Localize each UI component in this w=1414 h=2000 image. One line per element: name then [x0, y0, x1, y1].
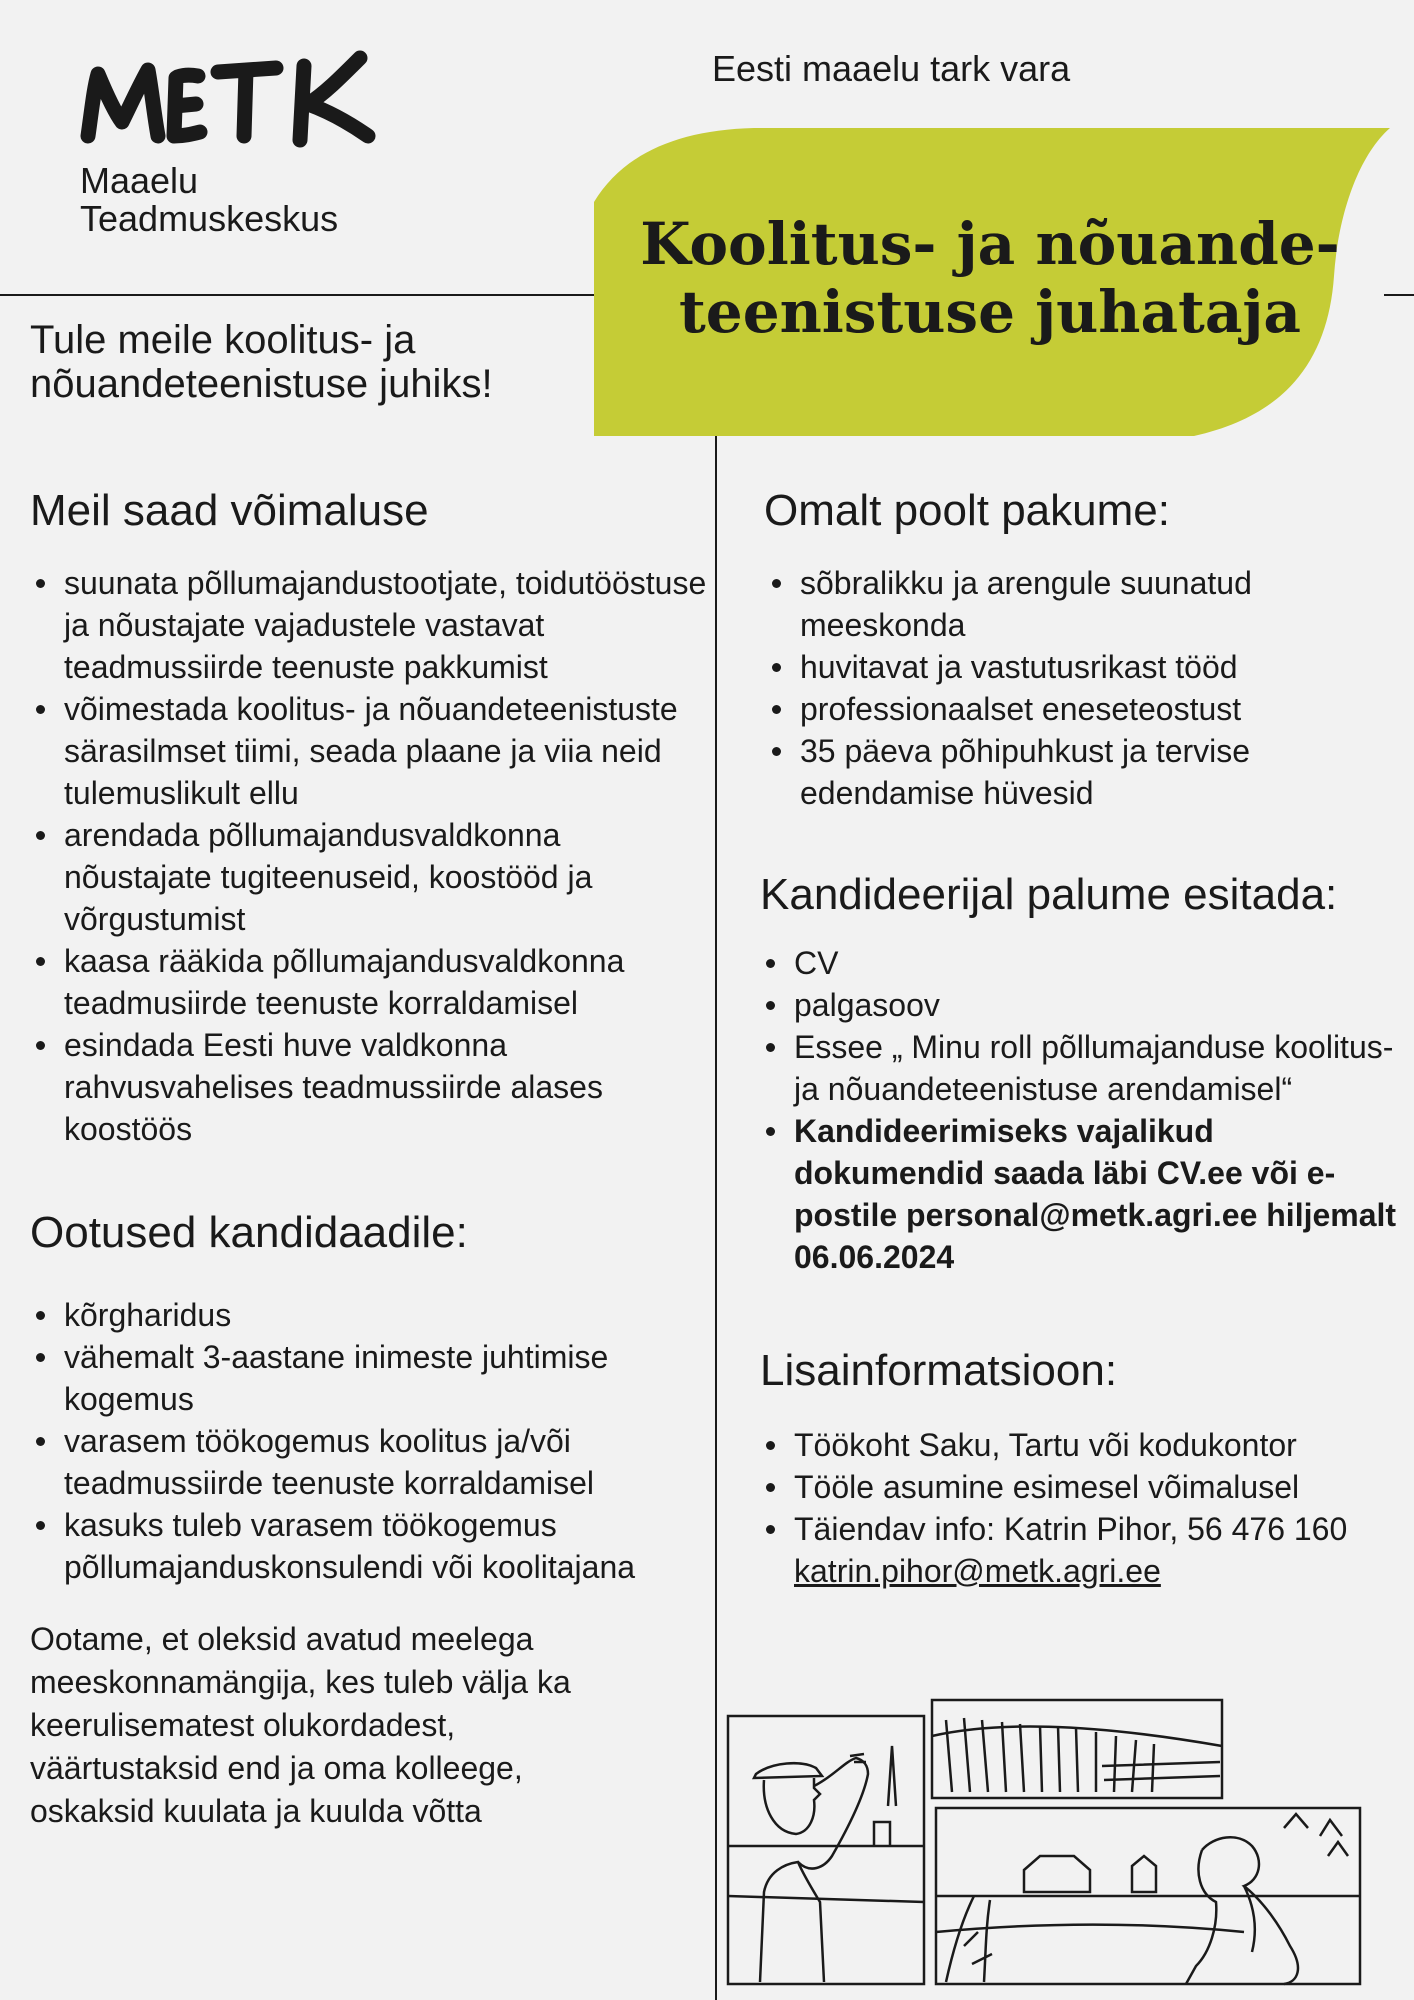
list-item: professionaalset eneseteostust	[800, 688, 1400, 730]
job-title	[640, 210, 1340, 346]
logo-subtitle	[80, 162, 338, 238]
list-item: kaasa rääkida põllumajandusvaldkonna teadmusiirde teenuste korraldamisel	[64, 940, 710, 1024]
list-item: palgasoov	[794, 984, 1400, 1026]
list-item	[794, 1508, 1400, 1592]
column-divider	[715, 436, 717, 2000]
list-item: Essee „ Minu roll põllumajanduse koolitus- ja nõuandeteenistuse arendamisel“	[794, 1026, 1400, 1110]
list-item: Tööle asumine esimesel võimalusel	[794, 1466, 1400, 1508]
metk-logo	[78, 48, 388, 158]
list-item: CV	[794, 942, 1400, 984]
list-item: kõrgharidus	[64, 1294, 710, 1336]
section-heading-opportunities: Meil saad võimaluse	[30, 486, 429, 535]
right-column	[760, 486, 1400, 1592]
list-item: suunata põllumajandustootjate, toidutööstuse ja nõustajate vajadustele vastavat teadmussiirde teenuste pakkumist	[64, 562, 710, 688]
section-heading-offer: Omalt poolt pakume:	[764, 486, 1170, 535]
section-heading-info: Lisainformatsioon:	[760, 1346, 1118, 1395]
intro-line1: Tule meile koolitus- ja	[30, 318, 416, 362]
opportunities-list	[30, 562, 710, 1150]
list-item: võimestada koolitus- ja nõuandeteenistuste särasilmset tiimi, seada plaane ja viia neid tulemuslikult ellu	[64, 688, 710, 814]
intro-text	[30, 318, 590, 406]
section-heading-expectations: Ootused kandidaadile:	[30, 1208, 468, 1257]
list-item: esindada Eesti huve valdkonna rahvusvahelises teadmussiirde alases koostöös	[64, 1024, 710, 1150]
list-item: varasem töökogemus koolitus ja/või teadmussiirde teenuste korraldamisel	[64, 1420, 710, 1504]
list-item: huvitavat ja vastutusrikast tööd	[800, 646, 1400, 688]
contact-email-link[interactable]: katrin.pihor@metk.agri.ee	[794, 1553, 1161, 1589]
info-list	[760, 1424, 1400, 1592]
logo-subtitle-line2: Teadmuskeskus	[80, 198, 339, 239]
header-divider-left	[0, 294, 596, 296]
list-item: sõbralikku ja arengule suunatud meeskonda	[800, 562, 1400, 646]
expectations-list	[30, 1294, 710, 1588]
apply-list	[760, 942, 1400, 1278]
section-heading-apply: Kandideerijal palume esitada:	[760, 870, 1338, 919]
offer-list	[760, 562, 1400, 814]
tagline: Eesti maaelu tark vara	[712, 48, 1071, 89]
closing-paragraph: Ootame, et oleksid avatud meelega meeskonnamängija, kes tuleb välja ka keerulisematest olukordadest, väärtustaksid end ja oma kolleege, oskaksid kuulata ja kuulda võtta	[30, 1621, 571, 1829]
logo-subtitle-line1: Maaelu	[80, 160, 199, 201]
job-title-line2: teenistuse juhataja	[679, 278, 1301, 346]
contact-info: Täiendav info: Katrin Pihor, 56 476 160	[794, 1511, 1348, 1547]
list-item: arendada põllumajandusvaldkonna nõustajate tugiteenuseid, koostööd ja võrgustumist	[64, 814, 710, 940]
list-item: 35 päeva põhipuhkust ja tervise edendamise hüvesid	[800, 730, 1400, 814]
list-item: kasuks tuleb varasem töökogemus põllumajanduskonsulendi või koolitajana	[64, 1504, 710, 1588]
list-item: Töökoht Saku, Tartu või kodukontor	[794, 1424, 1400, 1466]
job-title-line1: Koolitus- ja nõuande-	[640, 210, 1340, 278]
list-item: vähemalt 3-aastane inimeste juhtimise kogemus	[64, 1336, 710, 1420]
intro-line2: nõuandeteenistuse juhiks!	[30, 362, 493, 406]
application-deadline-item: Kandideerimiseks vajalikud dokumendid saada läbi CV.ee või e-postile personal@metk.agri.ee hiljemalt 06.06.2024	[794, 1110, 1400, 1278]
left-column	[30, 486, 710, 1833]
rural-illustration	[724, 1696, 1364, 1986]
